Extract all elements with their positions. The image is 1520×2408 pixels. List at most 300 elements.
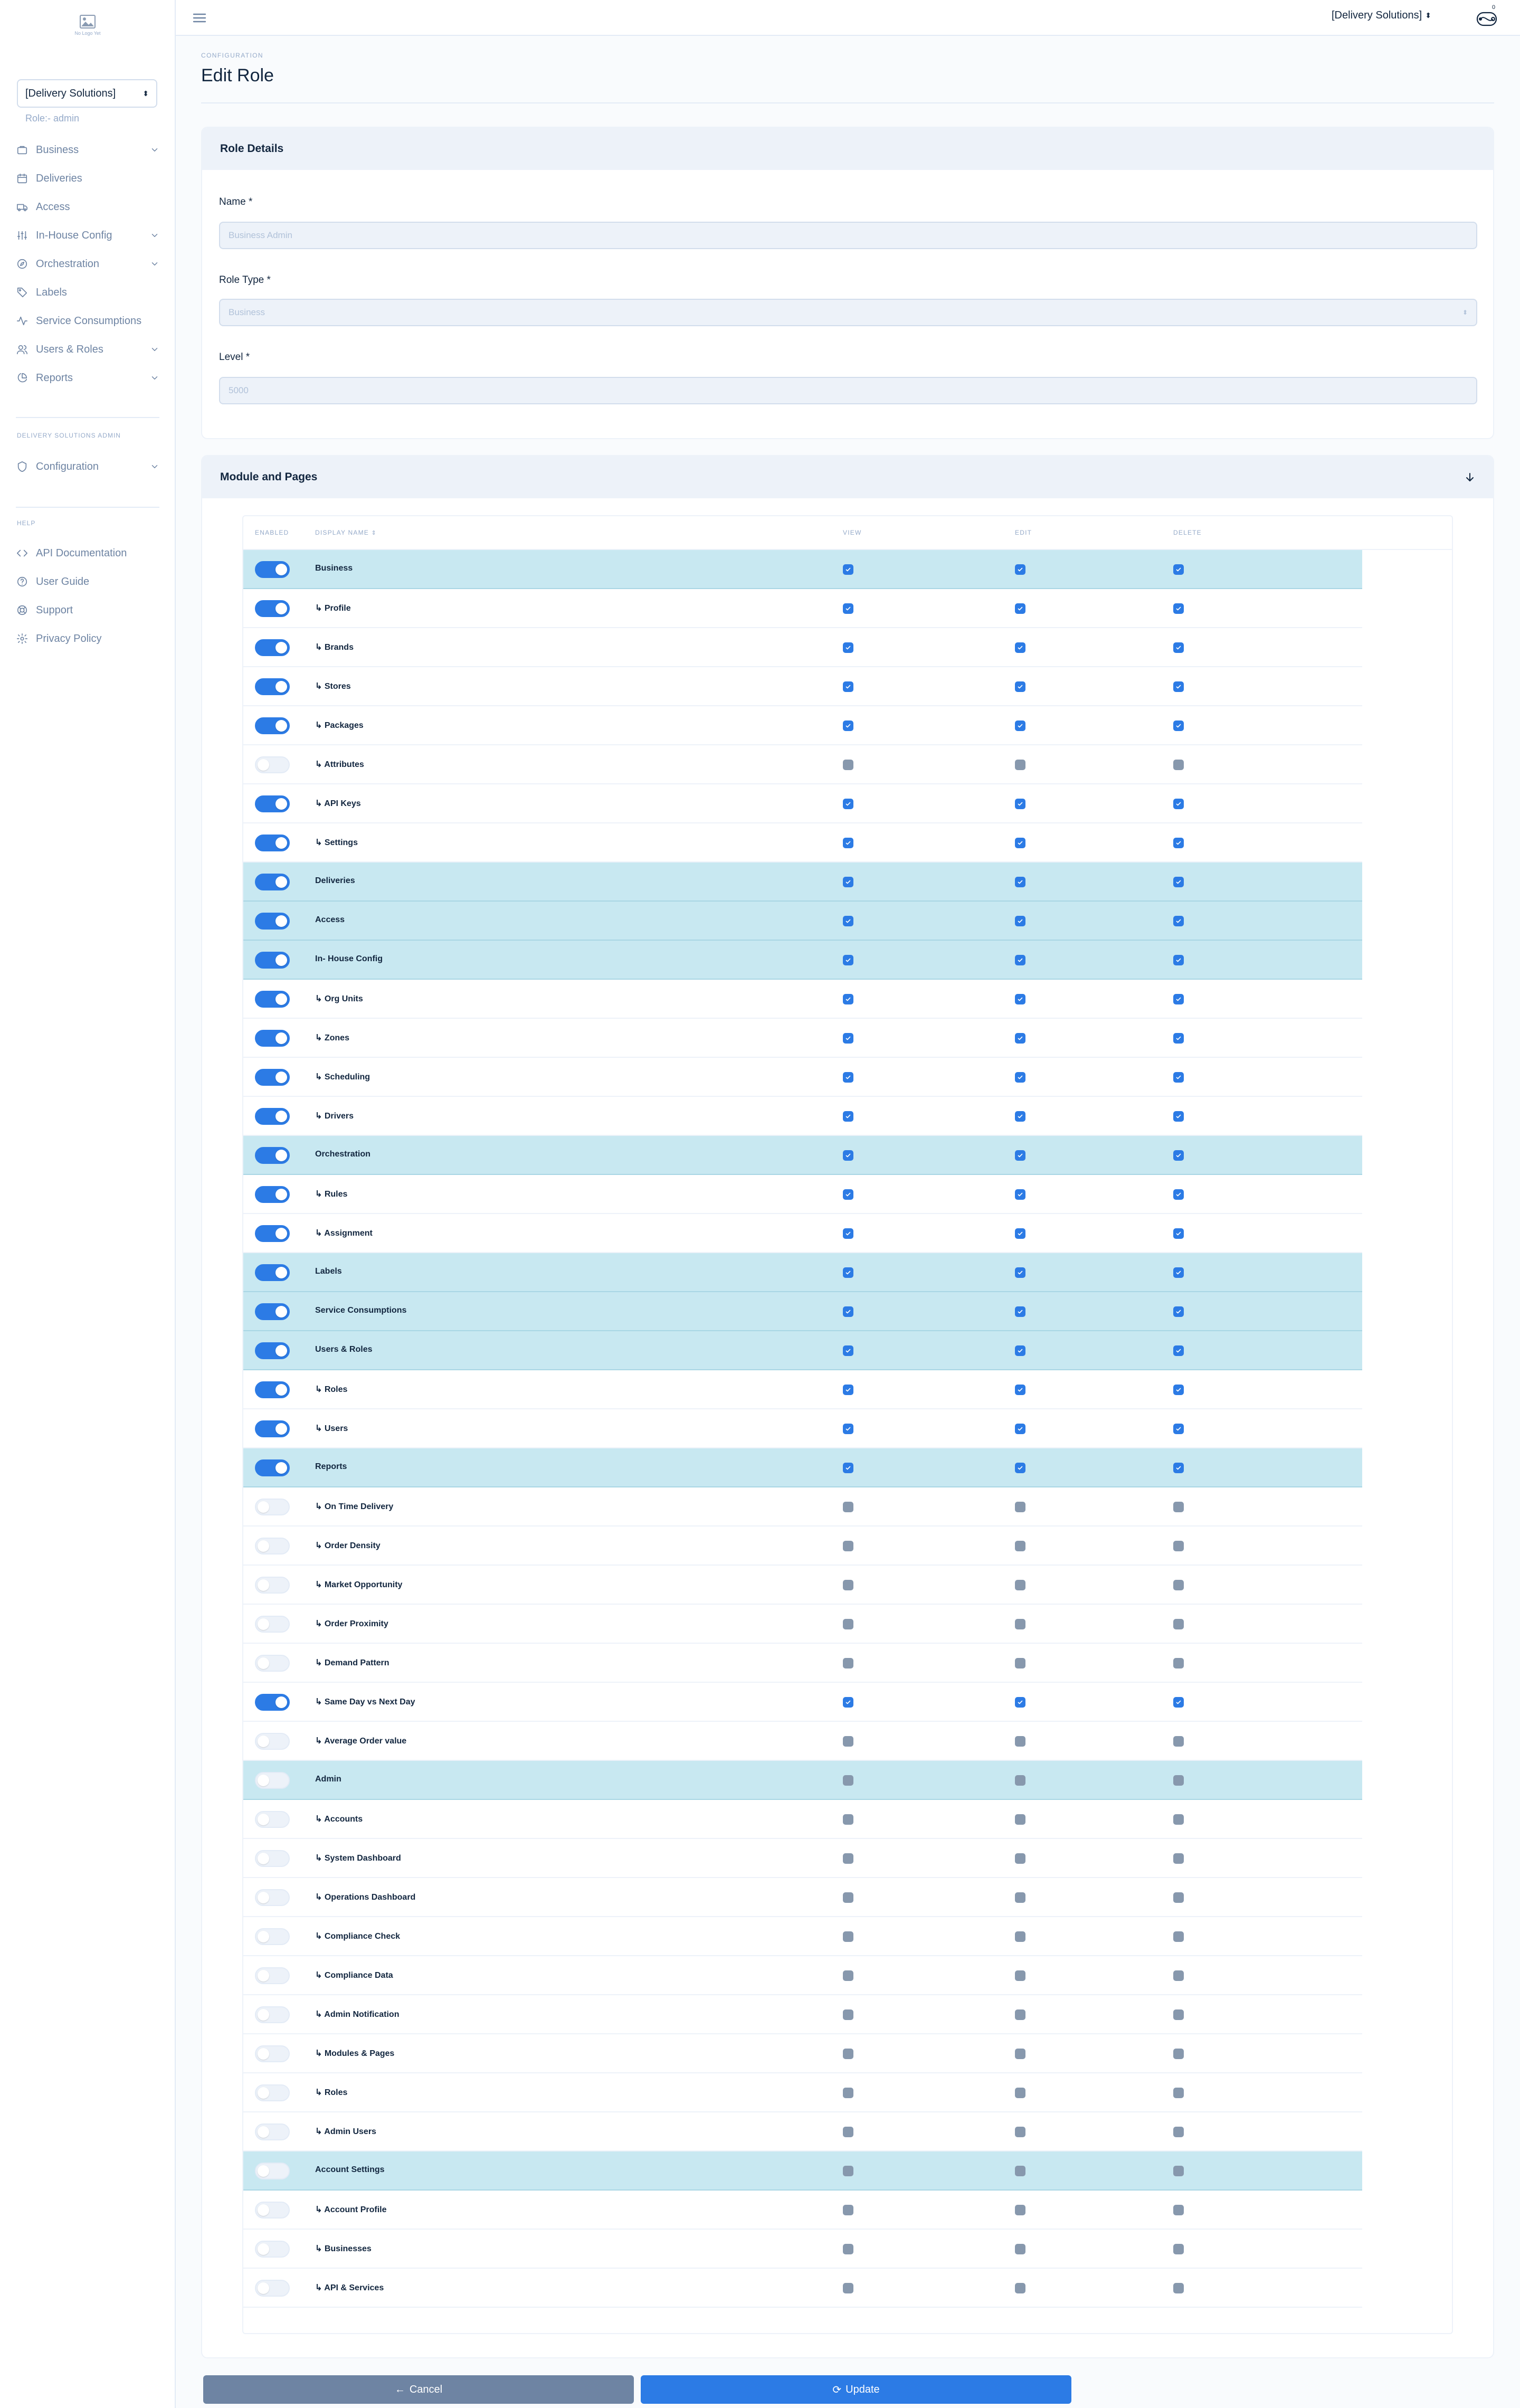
view-checkbox[interactable] <box>843 2127 853 2137</box>
enabled-toggle[interactable] <box>255 1655 290 1672</box>
sidebar-item-reports[interactable] <box>16 368 159 387</box>
role-label: Role:- admin <box>25 113 80 124</box>
enabled-toggle[interactable] <box>255 2280 290 2297</box>
view-checkbox[interactable] <box>843 877 853 887</box>
page-row <box>243 1995 1362 2034</box>
view-checkbox[interactable] <box>843 2049 853 2059</box>
delete-checkbox[interactable] <box>1173 1853 1184 1864</box>
enabled-toggle[interactable] <box>255 2202 290 2219</box>
view-checkbox[interactable] <box>843 1931 853 1942</box>
enabled-toggle[interactable] <box>255 1381 290 1398</box>
view-checkbox[interactable] <box>843 603 853 614</box>
enabled-toggle[interactable] <box>255 2241 290 2258</box>
delete-checkbox[interactable] <box>1173 1541 1184 1551</box>
enabled-toggle[interactable] <box>255 1499 290 1515</box>
name-input[interactable] <box>219 222 1477 249</box>
delete-checkbox[interactable] <box>1173 2283 1184 2293</box>
page-row <box>243 2073 1362 2112</box>
edit-checkbox[interactable] <box>1015 1111 1025 1122</box>
enabled-toggle[interactable] <box>255 1264 290 1281</box>
delete-checkbox[interactable] <box>1173 603 1184 614</box>
logo-text: No Logo Yet <box>74 31 101 36</box>
enabled-toggle[interactable] <box>255 2006 290 2023</box>
edit-checkbox[interactable] <box>1015 1385 1025 1395</box>
row-display-name: ↳ Users <box>315 1424 348 1433</box>
row-display-name: ↳ On Time Delivery <box>315 1502 394 1511</box>
page-row <box>243 628 1362 667</box>
page-row <box>243 1370 1362 1409</box>
edit-checkbox[interactable] <box>1015 1970 1025 1981</box>
view-checkbox[interactable] <box>843 1658 853 1668</box>
enabled-toggle[interactable] <box>255 1342 290 1359</box>
edit-checkbox[interactable] <box>1015 1150 1025 1161</box>
delete-checkbox[interactable] <box>1173 1267 1184 1278</box>
sidebar-item-label: API Documentation <box>36 547 127 559</box>
row-display-name: ↳ Market Opportunity <box>315 1580 403 1589</box>
delete-checkbox[interactable] <box>1173 1150 1184 1161</box>
edit-checkbox[interactable] <box>1015 603 1025 614</box>
chevron-down-icon[interactable] <box>150 231 159 240</box>
enabled-toggle[interactable] <box>255 2163 290 2179</box>
delete-checkbox[interactable] <box>1173 1580 1184 1590</box>
edit-checkbox[interactable] <box>1015 1189 1025 1200</box>
enabled-toggle[interactable] <box>255 1069 290 1086</box>
edit-checkbox[interactable] <box>1015 1072 1025 1083</box>
view-checkbox[interactable] <box>843 799 853 809</box>
edit-checkbox[interactable] <box>1015 1424 1025 1434</box>
sidebar-item-label: Deliveries <box>36 172 82 184</box>
chevron-down-icon[interactable] <box>150 145 159 155</box>
chevron-down-icon[interactable] <box>150 345 159 354</box>
enabled-toggle[interactable] <box>255 2123 290 2140</box>
delete-checkbox[interactable] <box>1173 838 1184 848</box>
update-button-label: Update <box>846 2383 880 2395</box>
calendar-icon <box>16 172 28 185</box>
card-header <box>202 128 1493 170</box>
sidebar-item-business[interactable] <box>16 140 159 159</box>
edit-checkbox[interactable] <box>1015 2088 1025 2098</box>
edit-checkbox[interactable] <box>1015 1502 1025 1512</box>
sidebar-item-privacy-policy[interactable] <box>16 629 159 648</box>
view-checkbox[interactable] <box>843 1385 853 1395</box>
edit-checkbox[interactable] <box>1015 1814 1025 1825</box>
image-placeholder-icon <box>80 15 96 29</box>
view-checkbox[interactable] <box>843 2166 853 2176</box>
refresh-icon: ⟳ <box>832 2384 842 2396</box>
enabled-toggle[interactable] <box>255 1420 290 1437</box>
edit-checkbox[interactable] <box>1015 916 1025 926</box>
chevron-down-icon[interactable] <box>150 462 159 471</box>
top-account-value: [Delivery Solutions] <box>1332 10 1422 21</box>
sidebar-item-user-guide[interactable] <box>16 572 159 591</box>
row-display-name: Users & Roles <box>315 1345 373 1354</box>
page-row <box>243 1644 1362 1683</box>
page-row <box>243 1097 1362 1136</box>
top-account-select[interactable] <box>1332 10 1431 22</box>
cancel-button[interactable] <box>203 2375 634 2404</box>
row-display-name: ↳ Modules & Pages <box>315 2049 395 2058</box>
row-display-name: ↳ Compliance Check <box>315 1932 401 1941</box>
view-checkbox[interactable] <box>843 1775 853 1786</box>
enabled-toggle[interactable] <box>255 1030 290 1047</box>
row-display-name: ↳ Admin Notification <box>315 2010 400 2019</box>
card-title: Role Details <box>220 143 284 155</box>
edit-checkbox[interactable] <box>1015 838 1025 848</box>
delete-checkbox[interactable] <box>1173 1619 1184 1629</box>
delete-checkbox[interactable] <box>1173 681 1184 692</box>
edit-checkbox[interactable] <box>1015 2244 1025 2254</box>
view-checkbox[interactable] <box>843 1111 853 1122</box>
sidebar <box>0 0 176 2408</box>
view-checkbox[interactable] <box>843 1306 853 1317</box>
delete-checkbox[interactable] <box>1173 1111 1184 1122</box>
view-checkbox[interactable] <box>843 2009 853 2020</box>
edit-checkbox[interactable] <box>1015 2049 1025 2059</box>
page-pretitle: CONFIGURATION <box>201 52 263 59</box>
row-display-name: ↳ Rules <box>315 1190 348 1199</box>
delete-checkbox[interactable] <box>1173 1775 1184 1786</box>
enabled-toggle[interactable] <box>255 561 290 578</box>
row-display-name: Deliveries <box>315 876 355 885</box>
compass-icon <box>16 258 28 270</box>
row-display-name: ↳ Settings <box>315 838 358 847</box>
settings-icon <box>16 632 28 645</box>
page-row <box>243 2269 1362 2308</box>
row-display-name: ↳ Scheduling <box>315 1073 370 1082</box>
enabled-toggle[interactable] <box>255 1616 290 1633</box>
edit-checkbox[interactable] <box>1015 642 1025 653</box>
enabled-toggle[interactable] <box>255 1303 290 1320</box>
edit-checkbox[interactable] <box>1015 2283 1025 2293</box>
row-display-name: ↳ Packages <box>315 721 364 730</box>
enabled-toggle[interactable] <box>255 952 290 969</box>
edit-checkbox[interactable] <box>1015 681 1025 692</box>
view-checkbox[interactable] <box>843 1228 853 1239</box>
edit-checkbox[interactable] <box>1015 2205 1025 2215</box>
page-row <box>243 745 1362 784</box>
view-checkbox[interactable] <box>843 1072 853 1083</box>
delete-checkbox[interactable] <box>1173 2166 1184 2176</box>
enabled-toggle[interactable] <box>255 2045 290 2062</box>
role-type-label: Role Type * <box>219 274 271 286</box>
view-checkbox[interactable] <box>843 1267 853 1278</box>
enabled-toggle[interactable] <box>255 1967 290 1984</box>
enabled-toggle[interactable] <box>255 1694 290 1711</box>
view-checkbox[interactable] <box>843 1150 853 1161</box>
enabled-toggle[interactable] <box>255 913 290 930</box>
view-checkbox[interactable] <box>843 916 853 926</box>
help-circle-icon <box>16 575 28 588</box>
delete-checkbox[interactable] <box>1173 1892 1184 1903</box>
enabled-toggle[interactable] <box>255 1108 290 1125</box>
sidebar-item-label: Privacy Policy <box>36 632 102 644</box>
row-display-name: ↳ Attributes <box>315 760 364 769</box>
edit-checkbox[interactable] <box>1015 1033 1025 1044</box>
sidebar-item-label: Configuration <box>36 460 99 472</box>
table-header <box>243 516 1452 550</box>
enabled-toggle[interactable] <box>255 1733 290 1750</box>
role-type-select[interactable] <box>219 299 1477 326</box>
delete-checkbox[interactable] <box>1173 2244 1184 2254</box>
edit-checkbox[interactable] <box>1015 1931 1025 1942</box>
edit-checkbox[interactable] <box>1015 564 1025 575</box>
view-checkbox[interactable] <box>843 1736 853 1747</box>
edit-checkbox[interactable] <box>1015 1892 1025 1903</box>
delete-checkbox[interactable] <box>1173 1072 1184 1083</box>
sidebar-item-label: User Guide <box>36 575 90 587</box>
edit-checkbox[interactable] <box>1015 760 1025 770</box>
arrow-left-icon: ← <box>394 2383 405 2395</box>
enabled-toggle[interactable] <box>255 1811 290 1828</box>
edit-checkbox[interactable] <box>1015 799 1025 809</box>
enabled-toggle[interactable] <box>255 756 290 773</box>
edit-checkbox[interactable] <box>1015 994 1025 1004</box>
module-row <box>243 1292 1362 1331</box>
column-delete: DELETE <box>1173 529 1202 536</box>
menu-icon[interactable] <box>192 11 207 25</box>
delete-checkbox[interactable] <box>1173 1736 1184 1747</box>
row-display-name: Access <box>315 915 345 924</box>
enabled-toggle[interactable] <box>255 1459 290 1476</box>
edit-checkbox[interactable] <box>1015 1541 1025 1551</box>
enabled-toggle[interactable] <box>255 835 290 851</box>
delete-checkbox[interactable] <box>1173 2049 1184 2059</box>
edit-checkbox[interactable] <box>1015 2127 1025 2137</box>
role-details-card <box>201 127 1494 439</box>
pie-chart-icon <box>16 372 28 384</box>
enabled-toggle[interactable] <box>255 1147 290 1164</box>
delete-checkbox[interactable] <box>1173 1970 1184 1981</box>
delete-checkbox[interactable] <box>1173 1189 1184 1200</box>
delete-checkbox[interactable] <box>1173 1424 1184 1434</box>
sidebar-item-in-house-config[interactable] <box>16 226 159 245</box>
delete-checkbox[interactable] <box>1173 1658 1184 1668</box>
view-checkbox[interactable] <box>843 1033 853 1044</box>
module-row <box>243 1448 1362 1487</box>
page-row <box>243 706 1362 745</box>
delete-checkbox[interactable] <box>1173 1228 1184 1239</box>
delete-checkbox[interactable] <box>1173 2009 1184 2020</box>
edit-checkbox[interactable] <box>1015 1306 1025 1317</box>
edit-checkbox[interactable] <box>1015 1267 1025 1278</box>
delete-checkbox[interactable] <box>1173 1306 1184 1317</box>
page-row <box>243 1058 1362 1097</box>
delete-checkbox[interactable] <box>1173 720 1184 731</box>
page-title: Edit Role <box>201 65 274 86</box>
view-checkbox[interactable] <box>843 1189 853 1200</box>
logo[interactable] <box>70 15 106 45</box>
delete-checkbox[interactable] <box>1173 1502 1184 1512</box>
enabled-toggle[interactable] <box>255 678 290 695</box>
enabled-toggle[interactable] <box>255 795 290 812</box>
edit-checkbox[interactable] <box>1015 1580 1025 1590</box>
card-header <box>202 456 1493 498</box>
delete-checkbox[interactable] <box>1173 1814 1184 1825</box>
edit-checkbox[interactable] <box>1015 2009 1025 2020</box>
page-row <box>243 589 1362 628</box>
delete-checkbox[interactable] <box>1173 1463 1184 1473</box>
delete-checkbox[interactable] <box>1173 1931 1184 1942</box>
sidebar-item-label: In-House Config <box>36 229 112 241</box>
view-checkbox[interactable] <box>843 1463 853 1473</box>
edit-checkbox[interactable] <box>1015 720 1025 731</box>
enabled-toggle[interactable] <box>255 1577 290 1594</box>
sidebar-item-access[interactable] <box>16 197 159 216</box>
sidebar-item-label: Service Consumptions <box>36 315 142 327</box>
module-row <box>243 902 1362 941</box>
edit-checkbox[interactable] <box>1015 1463 1025 1473</box>
row-display-name: ↳ Order Proximity <box>315 1619 388 1628</box>
view-checkbox[interactable] <box>843 642 853 653</box>
sidebar-item-service-consumptions[interactable] <box>16 311 159 330</box>
arrow-down-icon[interactable] <box>1465 472 1475 482</box>
enabled-toggle[interactable] <box>255 1538 290 1554</box>
delete-checkbox[interactable] <box>1173 916 1184 926</box>
view-checkbox[interactable] <box>843 1502 853 1512</box>
page-row <box>243 784 1362 823</box>
row-display-name: ↳ Roles <box>315 1385 348 1394</box>
account-select[interactable] <box>17 79 157 108</box>
delete-checkbox[interactable] <box>1173 2127 1184 2137</box>
enabled-toggle[interactable] <box>255 991 290 1008</box>
view-checkbox[interactable] <box>843 1970 853 1981</box>
route-icon[interactable] <box>1474 6 1499 30</box>
sidebar-item-label: Support <box>36 604 73 616</box>
delete-checkbox[interactable] <box>1173 760 1184 770</box>
view-checkbox[interactable] <box>843 681 853 692</box>
edit-checkbox[interactable] <box>1015 1619 1025 1629</box>
view-checkbox[interactable] <box>843 1853 853 1864</box>
view-checkbox[interactable] <box>843 838 853 848</box>
page-row <box>243 1566 1362 1605</box>
update-button[interactable] <box>641 2375 1071 2404</box>
nav-heading-admin: DELIVERY SOLUTIONS ADMIN <box>17 432 121 439</box>
enabled-toggle[interactable] <box>255 1186 290 1203</box>
delete-checkbox[interactable] <box>1173 642 1184 653</box>
edit-checkbox[interactable] <box>1015 1345 1025 1356</box>
account-select-value: [Delivery Solutions] <box>25 87 116 99</box>
edit-checkbox[interactable] <box>1015 2166 1025 2176</box>
edit-checkbox[interactable] <box>1015 1853 1025 1864</box>
sidebar-item-labels[interactable] <box>16 283 159 302</box>
modules-card <box>201 455 1494 2358</box>
nav-heading-help: HELP <box>17 519 36 527</box>
edit-checkbox[interactable] <box>1015 955 1025 965</box>
view-checkbox[interactable] <box>843 994 853 1004</box>
view-checkbox[interactable] <box>843 1541 853 1551</box>
edit-checkbox[interactable] <box>1015 1697 1025 1708</box>
enabled-toggle[interactable] <box>255 874 290 890</box>
view-checkbox[interactable] <box>843 1345 853 1356</box>
row-display-name: ↳ Brands <box>315 643 354 652</box>
delete-checkbox[interactable] <box>1173 2205 1184 2215</box>
column-display-name[interactable] <box>315 529 377 536</box>
row-display-name: Account Settings <box>315 2165 385 2174</box>
view-checkbox[interactable] <box>843 1814 853 1825</box>
enabled-toggle[interactable] <box>255 639 290 656</box>
enabled-toggle[interactable] <box>255 1772 290 1789</box>
edit-checkbox[interactable] <box>1015 877 1025 887</box>
row-display-name: Reports <box>315 1462 347 1471</box>
row-display-name: ↳ Same Day vs Next Day <box>315 1698 415 1707</box>
enabled-toggle[interactable] <box>255 717 290 734</box>
row-display-name: In- House Config <box>315 954 383 963</box>
view-checkbox[interactable] <box>843 1697 853 1708</box>
view-checkbox[interactable] <box>843 2205 853 2215</box>
chevron-down-icon[interactable] <box>150 373 159 383</box>
edit-checkbox[interactable] <box>1015 1775 1025 1786</box>
level-value: 5000 <box>229 385 249 395</box>
delete-checkbox[interactable] <box>1173 1033 1184 1044</box>
sidebar-item-users-roles[interactable] <box>16 340 159 359</box>
view-checkbox[interactable] <box>843 1424 853 1434</box>
view-checkbox[interactable] <box>843 2244 853 2254</box>
row-display-name: Service Consumptions <box>315 1306 407 1315</box>
edit-checkbox[interactable] <box>1015 1736 1025 1747</box>
row-display-name: ↳ Accounts <box>315 1815 363 1824</box>
enabled-toggle[interactable] <box>255 1850 290 1867</box>
chevron-down-icon[interactable] <box>150 259 159 269</box>
page-row <box>243 2230 1362 2269</box>
enabled-toggle[interactable] <box>255 2084 290 2101</box>
sidebar-item-label: Users & Roles <box>36 343 103 355</box>
row-display-name: Orchestration <box>315 1150 370 1159</box>
row-display-name: ↳ Stores <box>315 682 351 691</box>
name-label: Name * <box>219 196 253 207</box>
users-icon <box>16 343 28 356</box>
delete-checkbox[interactable] <box>1173 877 1184 887</box>
enabled-toggle[interactable] <box>255 1928 290 1945</box>
view-checkbox[interactable] <box>843 564 853 575</box>
view-checkbox[interactable] <box>843 720 853 731</box>
delete-checkbox[interactable] <box>1173 994 1184 1004</box>
delete-checkbox[interactable] <box>1173 1385 1184 1395</box>
enabled-toggle[interactable] <box>255 1225 290 1242</box>
level-input[interactable] <box>219 377 1477 404</box>
sidebar-item-configuration[interactable] <box>16 457 159 476</box>
sidebar-item-support[interactable] <box>16 601 159 620</box>
edit-checkbox[interactable] <box>1015 1228 1025 1239</box>
view-checkbox[interactable] <box>843 2283 853 2293</box>
view-checkbox[interactable] <box>843 1619 853 1629</box>
view-checkbox[interactable] <box>843 760 853 770</box>
view-checkbox[interactable] <box>843 955 853 965</box>
edit-checkbox[interactable] <box>1015 1658 1025 1668</box>
sidebar-item-orchestration[interactable] <box>16 254 159 273</box>
truck-icon <box>16 201 28 213</box>
view-checkbox[interactable] <box>843 2088 853 2098</box>
enabled-toggle[interactable] <box>255 1889 290 1906</box>
delete-checkbox[interactable] <box>1173 799 1184 809</box>
view-checkbox[interactable] <box>843 1580 853 1590</box>
column-view: VIEW <box>843 529 862 536</box>
row-display-name: ↳ Zones <box>315 1034 349 1042</box>
delete-checkbox[interactable] <box>1173 1697 1184 1708</box>
page-row <box>243 1214 1362 1253</box>
sidebar-item-deliveries[interactable] <box>16 169 159 188</box>
delete-checkbox[interactable] <box>1173 564 1184 575</box>
sidebar-item-label: Labels <box>36 286 67 298</box>
delete-checkbox[interactable] <box>1173 955 1184 965</box>
row-display-name: Labels <box>315 1267 342 1276</box>
view-checkbox[interactable] <box>843 1892 853 1903</box>
sidebar-item-api-documentation[interactable] <box>16 544 159 563</box>
enabled-toggle[interactable] <box>255 600 290 617</box>
page-row <box>243 980 1362 1019</box>
page-row <box>243 1487 1362 1527</box>
delete-checkbox[interactable] <box>1173 2088 1184 2098</box>
delete-checkbox[interactable] <box>1173 1345 1184 1356</box>
